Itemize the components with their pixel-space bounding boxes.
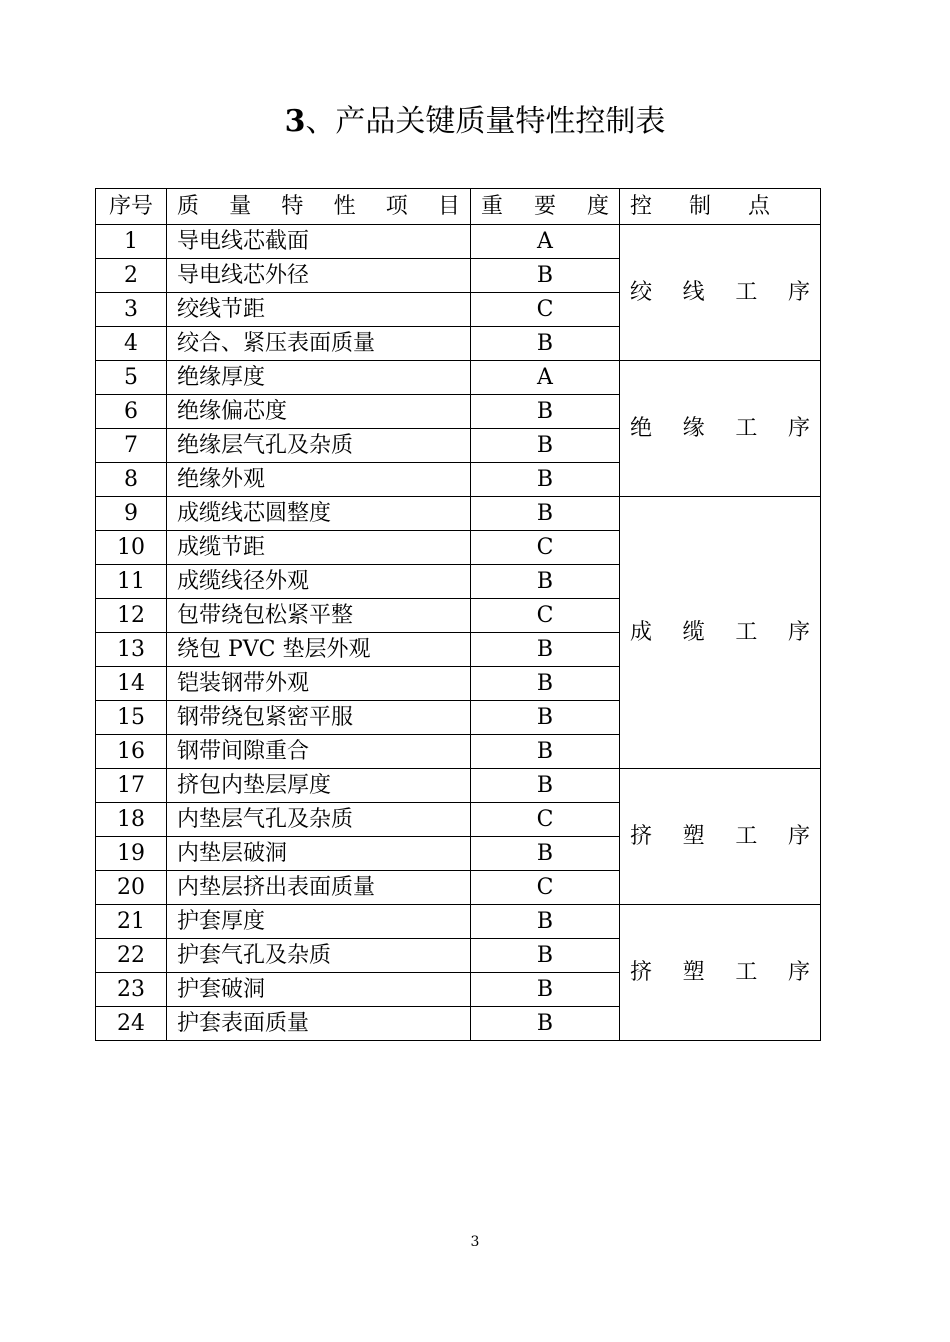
row-importance-grade: B xyxy=(471,735,620,769)
row-importance-grade: B xyxy=(471,1007,620,1041)
row-quality-item: 内垫层挤出表面质量 xyxy=(167,871,471,905)
row-quality-item: 包带绕包松紧平整 xyxy=(167,599,471,633)
row-serial-number: 17 xyxy=(96,769,167,803)
table-header-row xyxy=(96,189,821,225)
header-importance: 重要度 xyxy=(471,189,620,225)
row-control-point xyxy=(620,361,821,497)
row-serial-number: 13 xyxy=(96,633,167,667)
header-quality-item: 质量特性项目 xyxy=(167,189,471,225)
row-importance-grade: C xyxy=(471,531,620,565)
row-importance-grade: B xyxy=(471,939,620,973)
control-point-label: 成缆工序 xyxy=(630,620,810,645)
row-quality-item: 绝缘层气孔及杂质 xyxy=(167,429,471,463)
row-quality-item: 内垫层气孔及杂质 xyxy=(167,803,471,837)
row-serial-number: 10 xyxy=(96,531,167,565)
row-serial-number: 22 xyxy=(96,939,167,973)
row-control-point xyxy=(620,769,821,905)
page-title xyxy=(0,98,950,146)
row-quality-item: 护套厚度 xyxy=(167,905,471,939)
quality-control-table xyxy=(95,188,821,1041)
row-quality-item: 导电线芯截面 xyxy=(167,225,471,259)
row-importance-grade: C xyxy=(471,871,620,905)
row-control-point xyxy=(620,225,821,361)
row-importance-grade: C xyxy=(471,599,620,633)
row-serial-number: 4 xyxy=(96,327,167,361)
row-control-point xyxy=(620,497,821,769)
row-serial-number: 1 xyxy=(96,225,167,259)
control-point-label: 绝缘工序 xyxy=(630,416,810,441)
row-importance-grade: B xyxy=(471,905,620,939)
row-importance-grade: A xyxy=(471,225,620,259)
row-importance-grade: B xyxy=(471,973,620,1007)
row-serial-number: 8 xyxy=(96,463,167,497)
row-quality-item: 导电线芯外径 xyxy=(167,259,471,293)
row-importance-grade: B xyxy=(471,463,620,497)
row-serial-number: 24 xyxy=(96,1007,167,1041)
row-serial-number: 7 xyxy=(96,429,167,463)
row-serial-number: 18 xyxy=(96,803,167,837)
row-serial-number: 15 xyxy=(96,701,167,735)
row-quality-item: 绞合、紧压表面质量 xyxy=(167,327,471,361)
row-importance-grade: B xyxy=(471,633,620,667)
row-importance-grade: B xyxy=(471,769,620,803)
row-importance-grade: C xyxy=(471,803,620,837)
row-serial-number: 3 xyxy=(96,293,167,327)
row-serial-number: 14 xyxy=(96,667,167,701)
row-serial-number: 11 xyxy=(96,565,167,599)
page-number: 3 xyxy=(470,1234,480,1250)
row-quality-item: 铠装钢带外观 xyxy=(167,667,471,701)
row-importance-grade: B xyxy=(471,259,620,293)
row-quality-item: 挤包内垫层厚度 xyxy=(167,769,471,803)
row-importance-grade: B xyxy=(471,395,620,429)
row-serial-number: 16 xyxy=(96,735,167,769)
row-quality-item: 护套气孔及杂质 xyxy=(167,939,471,973)
header-serial-number: 序号 xyxy=(96,189,167,225)
row-importance-grade: B xyxy=(471,327,620,361)
row-serial-number: 5 xyxy=(96,361,167,395)
row-importance-grade: B xyxy=(471,667,620,701)
control-point-label: 绞线工序 xyxy=(630,280,810,305)
row-serial-number: 21 xyxy=(96,905,167,939)
row-importance-grade: A xyxy=(471,361,620,395)
row-serial-number: 23 xyxy=(96,973,167,1007)
row-quality-item: 成缆线径外观 xyxy=(167,565,471,599)
row-quality-item: 钢带绕包紧密平服 xyxy=(167,701,471,735)
row-quality-item: 护套表面质量 xyxy=(167,1007,471,1041)
row-serial-number: 2 xyxy=(96,259,167,293)
row-importance-grade: B xyxy=(471,565,620,599)
title-number: 3 xyxy=(284,104,306,139)
row-quality-item: 绝缘外观 xyxy=(167,463,471,497)
table-row xyxy=(96,225,821,259)
row-quality-item: 绝缘厚度 xyxy=(167,361,471,395)
row-importance-grade: B xyxy=(471,837,620,871)
row-quality-item: 绞线节距 xyxy=(167,293,471,327)
row-serial-number: 6 xyxy=(96,395,167,429)
row-quality-item: 钢带间隙重合 xyxy=(167,735,471,769)
row-serial-number: 19 xyxy=(96,837,167,871)
row-importance-grade: B xyxy=(471,429,620,463)
row-control-point xyxy=(620,905,821,1041)
row-importance-grade: B xyxy=(471,701,620,735)
control-point-label: 挤塑工序 xyxy=(630,824,810,849)
header-control-point: 控制点 xyxy=(620,189,821,225)
row-quality-item: 护套破洞 xyxy=(167,973,471,1007)
row-importance-grade: B xyxy=(471,497,620,531)
control-point-label: 挤塑工序 xyxy=(630,960,810,985)
table-row xyxy=(96,497,821,531)
row-quality-item: 绝缘偏芯度 xyxy=(167,395,471,429)
table-row xyxy=(96,905,821,939)
row-serial-number: 20 xyxy=(96,871,167,905)
row-serial-number: 12 xyxy=(96,599,167,633)
row-quality-item: 内垫层破洞 xyxy=(167,837,471,871)
row-serial-number: 9 xyxy=(96,497,167,531)
row-importance-grade: C xyxy=(471,293,620,327)
row-quality-item: 成缆节距 xyxy=(167,531,471,565)
title-text: 、产品关键质量特性控制表 xyxy=(305,104,666,139)
row-quality-item: 绕包 PVC 垫层外观 xyxy=(167,633,471,667)
table-row xyxy=(96,361,821,395)
row-quality-item: 成缆线芯圆整度 xyxy=(167,497,471,531)
table-row xyxy=(96,769,821,803)
